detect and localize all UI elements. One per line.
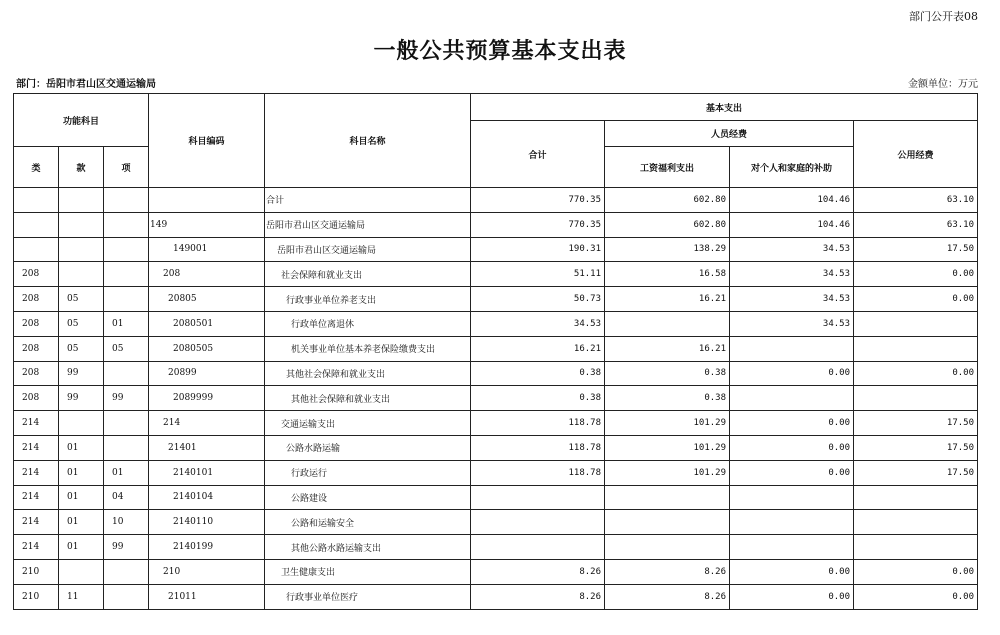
cell-total: 190.31 bbox=[471, 237, 605, 262]
table-row bbox=[14, 584, 978, 609]
cell-xiang: 99 bbox=[104, 535, 149, 560]
cell-subject-name: 机关事业单位基本养老保险缴费支出 bbox=[265, 336, 471, 361]
cell-public: 0.00 bbox=[854, 584, 978, 609]
cell-public: 17.50 bbox=[854, 237, 978, 262]
cell-kuan bbox=[59, 559, 104, 584]
cell-salary: 0.38 bbox=[605, 361, 730, 386]
cell-subject-code: 2140101 bbox=[149, 460, 265, 485]
cell-lei: 208 bbox=[14, 336, 59, 361]
cell-salary: 8.26 bbox=[605, 584, 730, 609]
cell-salary: 101.29 bbox=[605, 435, 730, 460]
cell-subsidy: 34.53 bbox=[730, 311, 854, 336]
cell-kuan: 99 bbox=[59, 386, 104, 411]
cell-subsidy: 0.00 bbox=[730, 435, 854, 460]
header-salary: 工资福利支出 bbox=[605, 147, 730, 188]
cell-lei: 210 bbox=[14, 559, 59, 584]
cell-total: 8.26 bbox=[471, 559, 605, 584]
cell-public: 17.50 bbox=[854, 435, 978, 460]
cell-subject-name: 合计 bbox=[265, 188, 471, 213]
amount-unit-label: 金额单位：万元 bbox=[908, 79, 978, 90]
cell-subsidy bbox=[730, 386, 854, 411]
cell-lei: 214 bbox=[14, 435, 59, 460]
cell-xiang bbox=[104, 411, 149, 436]
cell-total: 118.78 bbox=[471, 435, 605, 460]
cell-xiang: 01 bbox=[104, 311, 149, 336]
table-row bbox=[14, 460, 978, 485]
cell-kuan: 01 bbox=[59, 510, 104, 535]
cell-kuan: 01 bbox=[59, 435, 104, 460]
cell-subject-code: 214 bbox=[149, 411, 265, 436]
cell-salary: 0.38 bbox=[605, 386, 730, 411]
cell-xiang bbox=[104, 262, 149, 287]
budget-table bbox=[13, 93, 978, 610]
cell-salary bbox=[605, 311, 730, 336]
cell-subsidy: 34.53 bbox=[730, 237, 854, 262]
table-row bbox=[14, 435, 978, 460]
header-lei: 类 bbox=[14, 147, 59, 188]
cell-salary: 138.29 bbox=[605, 237, 730, 262]
cell-kuan bbox=[59, 262, 104, 287]
cell-public bbox=[854, 386, 978, 411]
cell-subject-name: 公路建设 bbox=[265, 485, 471, 510]
cell-salary bbox=[605, 485, 730, 510]
cell-xiang bbox=[104, 559, 149, 584]
cell-subject-code: 208 bbox=[149, 262, 265, 287]
table-row bbox=[14, 535, 978, 560]
cell-subject-name: 卫生健康支出 bbox=[265, 559, 471, 584]
cell-lei bbox=[14, 188, 59, 213]
cell-xiang: 10 bbox=[104, 510, 149, 535]
cell-total bbox=[471, 510, 605, 535]
cell-public bbox=[854, 311, 978, 336]
cell-subject-name: 岳阳市君山区交通运输局 bbox=[265, 237, 471, 262]
cell-subject-code: 20805 bbox=[149, 287, 265, 312]
cell-xiang: 04 bbox=[104, 485, 149, 510]
cell-public bbox=[854, 510, 978, 535]
cell-lei: 214 bbox=[14, 535, 59, 560]
cell-subject-code: 2089999 bbox=[149, 386, 265, 411]
header-func-subject: 功能科目 bbox=[14, 94, 149, 147]
cell-subject-name: 行政单位离退休 bbox=[265, 311, 471, 336]
cell-kuan: 11 bbox=[59, 584, 104, 609]
cell-lei: 214 bbox=[14, 460, 59, 485]
cell-public: 0.00 bbox=[854, 287, 978, 312]
cell-total: 16.21 bbox=[471, 336, 605, 361]
header-subject-name: 科目名称 bbox=[265, 94, 471, 188]
cell-subject-code: 149 bbox=[149, 212, 265, 237]
cell-subject-code: 210 bbox=[149, 559, 265, 584]
cell-public: 0.00 bbox=[854, 559, 978, 584]
cell-salary bbox=[605, 535, 730, 560]
cell-lei: 214 bbox=[14, 510, 59, 535]
cell-kuan: 05 bbox=[59, 311, 104, 336]
cell-xiang: 99 bbox=[104, 386, 149, 411]
cell-salary: 16.21 bbox=[605, 287, 730, 312]
cell-lei: 214 bbox=[14, 485, 59, 510]
cell-subsidy: 0.00 bbox=[730, 584, 854, 609]
cell-lei: 208 bbox=[14, 287, 59, 312]
table-row bbox=[14, 311, 978, 336]
table-row bbox=[14, 386, 978, 411]
cell-lei bbox=[14, 237, 59, 262]
cell-lei: 208 bbox=[14, 262, 59, 287]
cell-subject-name: 公路和运输安全 bbox=[265, 510, 471, 535]
table-row bbox=[14, 287, 978, 312]
cell-subject-code: 2080505 bbox=[149, 336, 265, 361]
table-code-label: 部门公开表08 bbox=[909, 10, 978, 23]
cell-public bbox=[854, 535, 978, 560]
cell-xiang bbox=[104, 287, 149, 312]
table-row bbox=[14, 188, 978, 213]
header-xiang: 项 bbox=[104, 147, 149, 188]
cell-xiang bbox=[104, 237, 149, 262]
cell-lei: 208 bbox=[14, 386, 59, 411]
cell-subsidy: 0.00 bbox=[730, 361, 854, 386]
department-label: 部门：岳阳市君山区交通运输局 bbox=[16, 79, 156, 90]
table-row bbox=[14, 212, 978, 237]
cell-subsidy: 0.00 bbox=[730, 559, 854, 584]
cell-subject-name: 公路水路运输 bbox=[265, 435, 471, 460]
table-row bbox=[14, 559, 978, 584]
cell-salary: 101.29 bbox=[605, 411, 730, 436]
cell-subsidy bbox=[730, 485, 854, 510]
cell-xiang bbox=[104, 188, 149, 213]
cell-kuan bbox=[59, 212, 104, 237]
cell-total bbox=[471, 535, 605, 560]
cell-public: 17.50 bbox=[854, 460, 978, 485]
cell-public: 0.00 bbox=[854, 361, 978, 386]
cell-total bbox=[471, 485, 605, 510]
cell-salary: 101.29 bbox=[605, 460, 730, 485]
header-basic-expenditure: 基本支出 bbox=[471, 94, 978, 121]
cell-salary: 8.26 bbox=[605, 559, 730, 584]
cell-total: 50.73 bbox=[471, 287, 605, 312]
cell-subsidy: 34.53 bbox=[730, 262, 854, 287]
cell-public: 17.50 bbox=[854, 411, 978, 436]
cell-total: 0.38 bbox=[471, 361, 605, 386]
header-kuan: 款 bbox=[59, 147, 104, 188]
cell-subject-code: 20899 bbox=[149, 361, 265, 386]
header-public: 公用经费 bbox=[854, 121, 978, 188]
cell-subject-name: 其他社会保障和就业支出 bbox=[265, 361, 471, 386]
cell-subsidy: 34.53 bbox=[730, 287, 854, 312]
header-subsidy: 对个人和家庭的补助 bbox=[730, 147, 854, 188]
table-row bbox=[14, 262, 978, 287]
cell-public: 63.10 bbox=[854, 188, 978, 213]
cell-total: 34.53 bbox=[471, 311, 605, 336]
cell-subject-code: 2140199 bbox=[149, 535, 265, 560]
cell-subject-name: 其他公路水路运输支出 bbox=[265, 535, 471, 560]
cell-subject-name: 社会保障和就业支出 bbox=[265, 262, 471, 287]
table-row bbox=[14, 361, 978, 386]
cell-total: 770.35 bbox=[471, 188, 605, 213]
cell-lei: 208 bbox=[14, 311, 59, 336]
cell-lei: 210 bbox=[14, 584, 59, 609]
cell-subject-code: 149001 bbox=[149, 237, 265, 262]
table-row bbox=[14, 510, 978, 535]
cell-subsidy: 104.46 bbox=[730, 188, 854, 213]
cell-kuan: 05 bbox=[59, 287, 104, 312]
cell-kuan: 01 bbox=[59, 485, 104, 510]
header-total: 合计 bbox=[471, 121, 605, 188]
cell-lei bbox=[14, 212, 59, 237]
cell-xiang bbox=[104, 584, 149, 609]
cell-xiang bbox=[104, 435, 149, 460]
cell-total: 0.38 bbox=[471, 386, 605, 411]
cell-xiang bbox=[104, 212, 149, 237]
header-subject-code: 科目编码 bbox=[149, 94, 265, 188]
cell-salary: 602.80 bbox=[605, 188, 730, 213]
cell-subject-code: 21011 bbox=[149, 584, 265, 609]
table-row bbox=[14, 336, 978, 361]
cell-xiang: 05 bbox=[104, 336, 149, 361]
cell-lei: 208 bbox=[14, 361, 59, 386]
cell-subject-code: 2080501 bbox=[149, 311, 265, 336]
cell-subject-name: 行政事业单位医疗 bbox=[265, 584, 471, 609]
cell-subject-name: 其他社会保障和就业支出 bbox=[265, 386, 471, 411]
cell-total: 8.26 bbox=[471, 584, 605, 609]
cell-public bbox=[854, 485, 978, 510]
cell-total: 770.35 bbox=[471, 212, 605, 237]
cell-subject-name: 行政运行 bbox=[265, 460, 471, 485]
cell-salary: 602.80 bbox=[605, 212, 730, 237]
cell-kuan: 05 bbox=[59, 336, 104, 361]
cell-salary bbox=[605, 510, 730, 535]
cell-subsidy bbox=[730, 510, 854, 535]
cell-subsidy: 0.00 bbox=[730, 411, 854, 436]
cell-xiang: 01 bbox=[104, 460, 149, 485]
cell-total: 118.78 bbox=[471, 460, 605, 485]
cell-subsidy: 104.46 bbox=[730, 212, 854, 237]
page-title: 一般公共预算基本支出表 bbox=[373, 38, 627, 64]
cell-kuan bbox=[59, 188, 104, 213]
cell-salary: 16.58 bbox=[605, 262, 730, 287]
cell-total: 118.78 bbox=[471, 411, 605, 436]
cell-subject-name: 交通运输支出 bbox=[265, 411, 471, 436]
cell-subject-code: 2140104 bbox=[149, 485, 265, 510]
table-row bbox=[14, 237, 978, 262]
cell-subject-code bbox=[149, 188, 265, 213]
cell-kuan: 99 bbox=[59, 361, 104, 386]
cell-subject-code: 2140110 bbox=[149, 510, 265, 535]
cell-subsidy bbox=[730, 336, 854, 361]
cell-subsidy bbox=[730, 535, 854, 560]
cell-lei: 214 bbox=[14, 411, 59, 436]
cell-salary: 16.21 bbox=[605, 336, 730, 361]
table-row bbox=[14, 485, 978, 510]
cell-subject-code: 21401 bbox=[149, 435, 265, 460]
cell-total: 51.11 bbox=[471, 262, 605, 287]
cell-public: 0.00 bbox=[854, 262, 978, 287]
cell-subject-name: 行政事业单位养老支出 bbox=[265, 287, 471, 312]
cell-public: 63.10 bbox=[854, 212, 978, 237]
cell-kuan: 01 bbox=[59, 460, 104, 485]
cell-xiang bbox=[104, 361, 149, 386]
cell-kuan bbox=[59, 411, 104, 436]
cell-kuan: 01 bbox=[59, 535, 104, 560]
cell-subsidy: 0.00 bbox=[730, 460, 854, 485]
cell-subject-name: 岳阳市君山区交通运输局 bbox=[265, 212, 471, 237]
cell-kuan bbox=[59, 237, 104, 262]
table-row bbox=[14, 411, 978, 436]
cell-public bbox=[854, 336, 978, 361]
header-personnel: 人员经费 bbox=[605, 121, 854, 147]
